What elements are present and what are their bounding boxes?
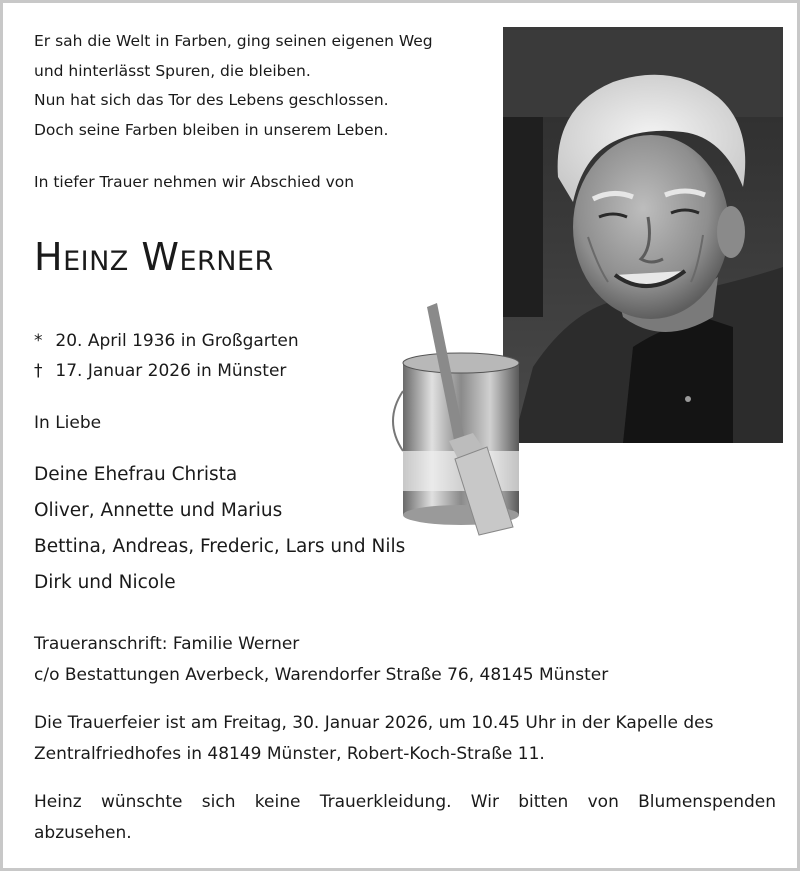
birth-line: [34, 326, 299, 356]
mourner-line: Oliver, Annette und Marius: [34, 500, 283, 521]
poem: [34, 27, 433, 145]
note-line-1: Heinz wünschte sich keine Trauerkleidung. Wir bitten von Blumenspenden: [34, 792, 776, 812]
mourners-list: [34, 457, 405, 601]
poem-line-2: und hinterlässt Spuren, die bleiben.: [34, 61, 311, 80]
birth-symbol: *: [34, 331, 43, 351]
address-line-1: Traueranschrift: Familie Werner: [34, 634, 300, 654]
address-line-2: c/o Bestattungen Averbeck, Warendorfer Straße 76, 48145 Münster: [34, 665, 609, 685]
death-symbol: †: [34, 361, 43, 381]
death-line: [34, 356, 299, 386]
ceremony-info: [34, 708, 776, 770]
paint-can-brush-illustration: [389, 301, 529, 537]
mourner-line: Dirk und Nicole: [34, 572, 176, 593]
death-text: 17. Januar 2026 in Münster: [55, 361, 287, 381]
poem-line-3: Nun hat sich das Tor des Lebens geschlossen.: [34, 91, 389, 109]
note-line-2: abzusehen.: [34, 823, 132, 843]
mourner-line: Bettina, Andreas, Frederic, Lars und Nils: [34, 536, 406, 557]
mourner-line: Deine Ehefrau Christa: [34, 464, 238, 485]
intro-text: In tiefer Trauer nehmen wir Abschied von: [34, 173, 355, 191]
ceremony-line-1: Die Trauerfeier ist am Freitag, 30. Januar 2026, um 10.45 Uhr in der Kapelle des: [34, 713, 714, 733]
birth-text: 20. April 1936 in Großgarten: [55, 331, 299, 351]
in-love-text: In Liebe: [34, 413, 102, 433]
deceased-name: Heinz Werner: [34, 235, 274, 279]
portrait-photo: [503, 27, 783, 443]
life-dates: [34, 326, 299, 386]
poem-line-1: Er sah die Welt in Farben, ging seinen eigenen Weg: [34, 32, 433, 50]
dress-note: [34, 787, 776, 849]
poem-line-4: Doch seine Farben bleiben in unserem Leben.: [34, 120, 389, 139]
ceremony-line-2: Zentralfriedhofes in 48149 Münster, Robert-Koch-Straße 11.: [34, 744, 545, 764]
mourning-address: [34, 629, 608, 691]
